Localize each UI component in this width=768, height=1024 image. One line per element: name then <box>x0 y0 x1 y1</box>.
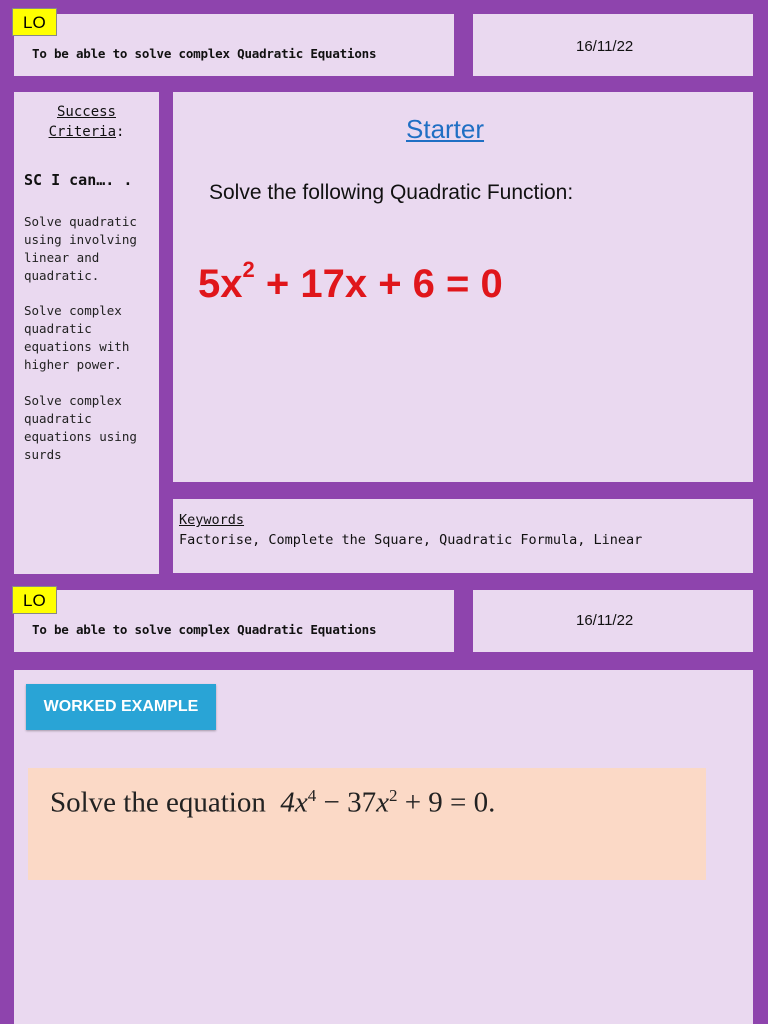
lo-badge-2: LO <box>12 586 57 614</box>
example-prefix: Solve the equation <box>50 786 266 819</box>
worked-example-panel <box>14 670 753 1024</box>
sc-item-3: Solve complex quadratic equations using surds <box>24 393 137 462</box>
date-text: 16/11/22 <box>576 38 634 55</box>
example-term1-power: 4 <box>307 786 317 805</box>
keywords-panel <box>173 499 753 573</box>
example-rest: + 9 = 0. <box>397 786 496 819</box>
starter-instruction: Solve the following Quadratic Function: <box>209 181 574 204</box>
example-op1: − 37 <box>316 786 377 819</box>
date-panel <box>473 14 753 76</box>
example-equation <box>50 786 495 820</box>
date-text-2: 16/11/22 <box>576 612 634 629</box>
example-box <box>28 768 706 880</box>
sc-title-line1: Success <box>56 104 116 120</box>
example-term2-power: 2 <box>388 786 398 805</box>
sc-title-line2 <box>14 122 159 142</box>
starter-panel <box>173 92 753 482</box>
lo-panel-2 <box>14 590 454 652</box>
keywords-list: Factorise, Complete the Square, Quadratic Formula, Linear <box>179 532 643 548</box>
sc-item-2: Solve complex quadratic equations with higher power. <box>24 303 130 372</box>
lo-text-2: To be able to solve complex Quadratic Equations <box>32 622 377 637</box>
success-criteria-panel <box>14 92 159 574</box>
equation-coeff: 5x <box>198 262 243 306</box>
example-term1: 4x <box>280 786 308 819</box>
success-criteria-title <box>14 102 159 142</box>
lo-badge: LO <box>12 8 57 36</box>
starter-equation <box>198 257 503 307</box>
keywords-label: Keywords <box>179 512 245 528</box>
worked-example-badge: WORKED EXAMPLE <box>26 684 216 730</box>
example-term2: x <box>376 786 389 819</box>
sc-heading: SC I can…. . <box>24 171 133 189</box>
sc-title-criteria: Criteria <box>48 124 116 140</box>
equation-rest: + 17x + 6 = 0 <box>254 262 503 306</box>
lo-panel <box>14 14 454 76</box>
equation-power: 2 <box>242 257 255 282</box>
lo-text: To be able to solve complex Quadratic Equations <box>32 46 377 61</box>
date-panel-2 <box>473 590 753 652</box>
starter-title: Starter <box>406 114 485 144</box>
sc-item-1: Solve quadratic using involving linear and quadratic. <box>24 214 137 283</box>
sc-title-colon: : <box>116 124 125 140</box>
